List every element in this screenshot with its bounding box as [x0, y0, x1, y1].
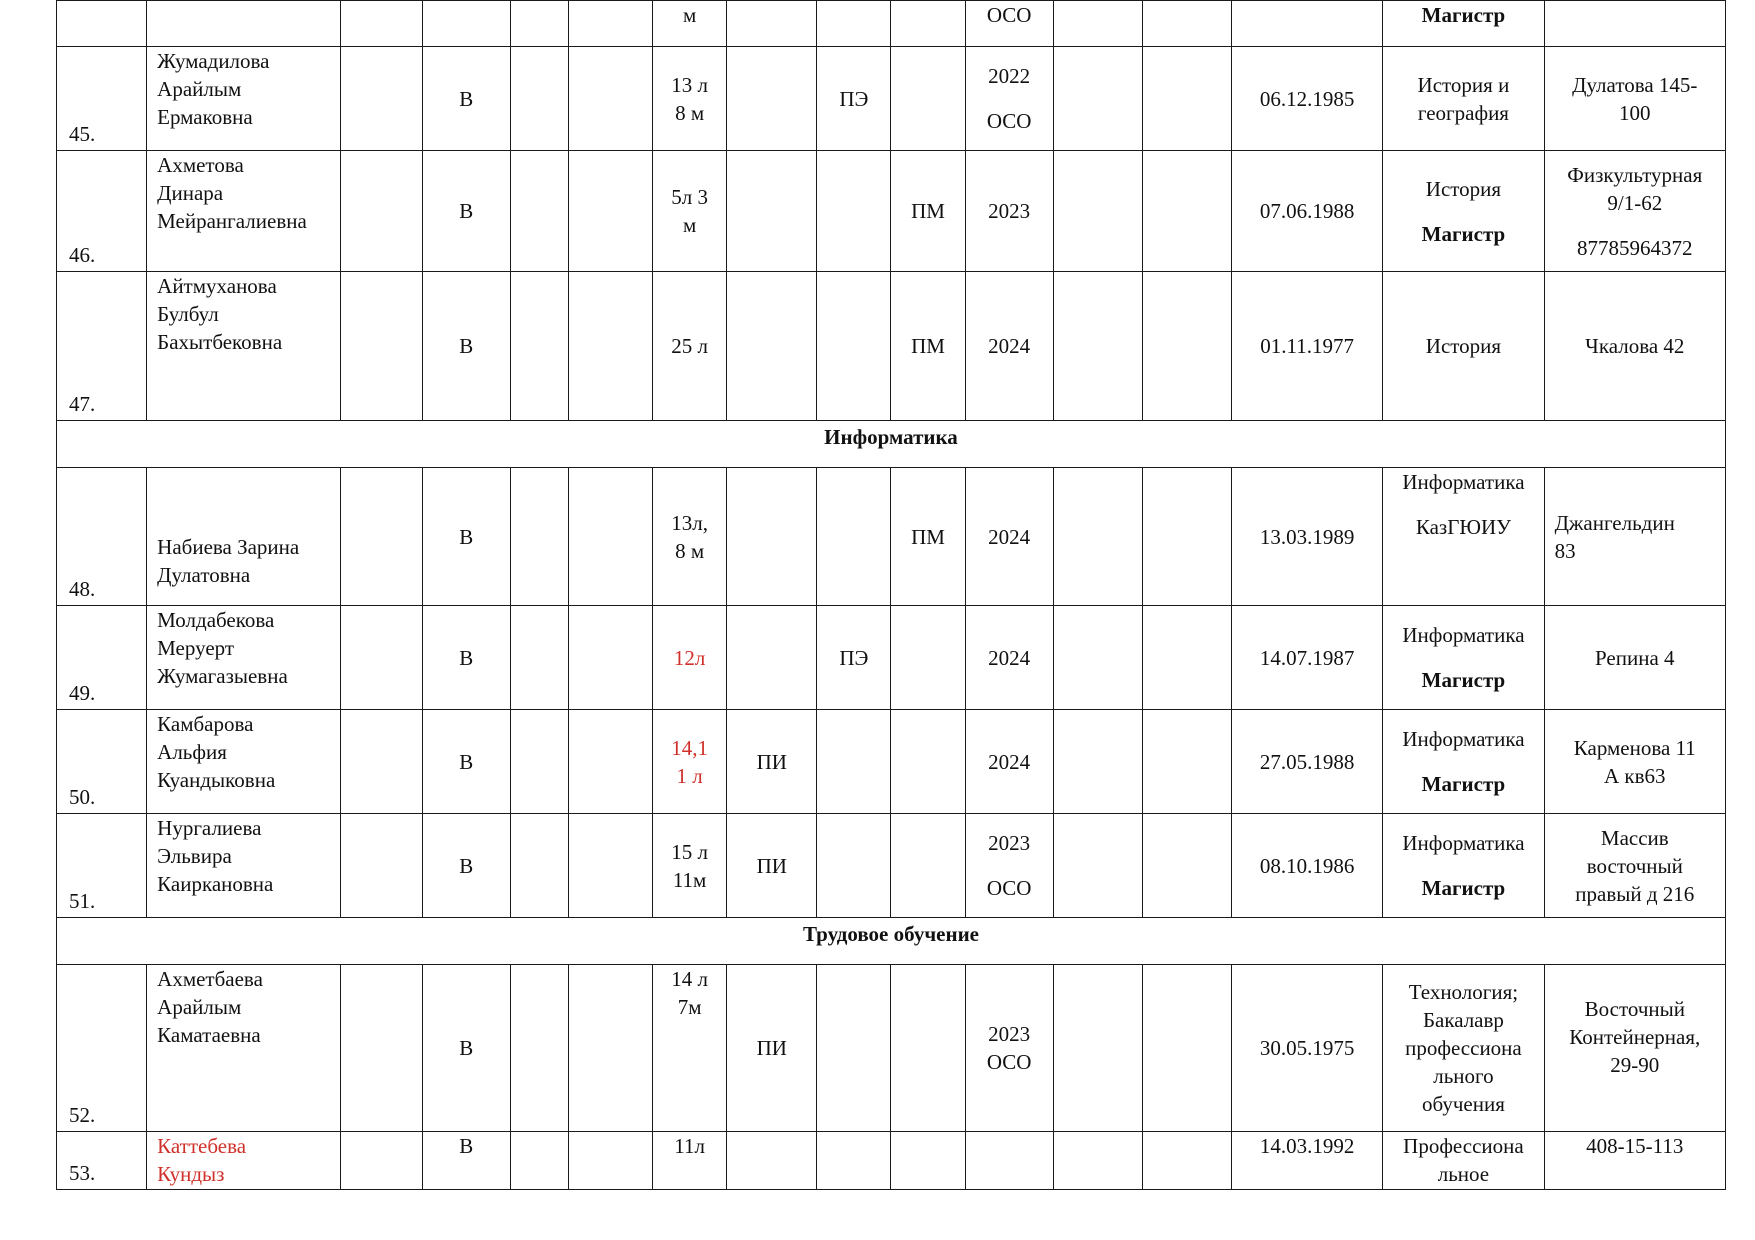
table-row-partial	[57, 1, 1726, 47]
year-cell: 2024	[965, 272, 1053, 421]
experience-cell: 12л	[653, 606, 727, 710]
address-cell: Карменова 11 А кв63	[1544, 710, 1725, 814]
specialty-cell: Профессиона льное	[1383, 1132, 1544, 1190]
experience-cell: 14,1 1 л	[653, 710, 727, 814]
experience-cell: 14 л 7м	[653, 965, 727, 1132]
section-title-labor: Трудовое обучение	[57, 918, 1726, 965]
teacher-name: Набиева Зарина Дулатовна	[147, 468, 340, 606]
teacher-name: Нургалиева Эльвира Каиркановна	[147, 814, 340, 918]
table-row	[57, 965, 1726, 1132]
table-row	[57, 151, 1726, 272]
section-title-informatics: Информатика	[57, 421, 1726, 468]
specialty-cell: Информатика Магистр	[1383, 606, 1544, 710]
teacher-name: Жумадилова Арайлым Ермаковна	[147, 47, 340, 151]
attestation-pm: ПМ	[891, 468, 965, 606]
birth-date: 13.03.1989	[1232, 468, 1383, 606]
education-category: В	[422, 151, 510, 272]
experience-cell: м	[653, 1, 727, 47]
address-cell: Репина 4	[1544, 606, 1725, 710]
experience-cell: 5л 3 м	[653, 151, 727, 272]
row-number: 50.	[57, 710, 147, 814]
attestation-pm: ПМ	[891, 151, 965, 272]
table-row	[57, 47, 1726, 151]
teacher-name: Каттебева Кундыз	[147, 1132, 340, 1190]
birth-date: 06.12.1985	[1232, 47, 1383, 151]
address-cell: 408-15-113	[1544, 1132, 1725, 1190]
specialty-cell: История Магистр	[1383, 151, 1544, 272]
table-row	[57, 1132, 1726, 1190]
table-row	[57, 606, 1726, 710]
table-row	[57, 710, 1726, 814]
specialty-cell: Технология; Бакалавр профессиона льного обучения	[1383, 965, 1544, 1132]
year-cell: 2023 ОСО	[965, 814, 1053, 918]
table-row	[57, 272, 1726, 421]
table-row	[57, 814, 1726, 918]
attestation-pi: ПИ	[727, 710, 817, 814]
year-cell: ОСО	[965, 1, 1053, 47]
section-header-row	[57, 421, 1726, 468]
birth-date: 08.10.1986	[1232, 814, 1383, 918]
year-cell: 2024	[965, 710, 1053, 814]
attestation-pe: ПЭ	[817, 606, 891, 710]
education-category: В	[422, 1132, 510, 1190]
address-cell: Джангельдин 83	[1544, 468, 1725, 606]
address-cell: Дулатова 145- 100	[1544, 47, 1725, 151]
row-number: 53.	[57, 1132, 147, 1190]
specialty-cell: История и география	[1383, 47, 1544, 151]
row-number: 45.	[57, 47, 147, 151]
attestation-pe: ПЭ	[817, 47, 891, 151]
specialty-cell: История	[1383, 272, 1544, 421]
attestation-pi: ПИ	[727, 814, 817, 918]
education-category: В	[422, 47, 510, 151]
teacher-name: Камбарова Альфия Куандыковна	[147, 710, 340, 814]
teacher-name: Ахметбаева Арайлым Каматаевна	[147, 965, 340, 1132]
address-cell: Физкультурная 9/1-62 87785964372	[1544, 151, 1725, 272]
birth-date: 14.03.1992	[1232, 1132, 1383, 1190]
row-number: 48.	[57, 468, 147, 606]
address-cell: Чкалова 42	[1544, 272, 1725, 421]
staff-table	[56, 0, 1726, 1190]
experience-cell: 25 л	[653, 272, 727, 421]
birth-date: 30.05.1975	[1232, 965, 1383, 1132]
year-cell: 2024	[965, 468, 1053, 606]
attestation-pi: ПИ	[727, 965, 817, 1132]
row-number: 52.	[57, 965, 147, 1132]
education-category: В	[422, 814, 510, 918]
birth-date: 27.05.1988	[1232, 710, 1383, 814]
teacher-name: Ахметова Динара Мейрангалиевна	[147, 151, 340, 272]
specialty-cell: Магистр	[1383, 1, 1544, 47]
row-number: 51.	[57, 814, 147, 918]
experience-cell: 13 л 8 м	[653, 47, 727, 151]
birth-date: 14.07.1987	[1232, 606, 1383, 710]
teacher-name: Молдабекова Меруерт Жумагазыевна	[147, 606, 340, 710]
row-number: 47.	[57, 272, 147, 421]
education-category: В	[422, 272, 510, 421]
specialty-cell: Информатика Магистр	[1383, 814, 1544, 918]
experience-cell: 13л, 8 м	[653, 468, 727, 606]
year-cell: 2023 ОСО	[965, 965, 1053, 1132]
education-category: В	[422, 965, 510, 1132]
birth-date: 07.06.1988	[1232, 151, 1383, 272]
education-category: В	[422, 468, 510, 606]
year-cell: 2024	[965, 606, 1053, 710]
row-number: 46.	[57, 151, 147, 272]
birth-date: 01.11.1977	[1232, 272, 1383, 421]
experience-cell: 15 л 11м	[653, 814, 727, 918]
address-cell: Массив восточный правый д 216	[1544, 814, 1725, 918]
specialty-cell: Информатика КазГЮИУ	[1383, 468, 1544, 606]
education-category: В	[422, 606, 510, 710]
table-row	[57, 468, 1726, 606]
address-cell: Восточный Контейнерная, 29-90	[1544, 965, 1725, 1132]
education-category: В	[422, 710, 510, 814]
section-header-row	[57, 918, 1726, 965]
teacher-name: Айтмуханова Булбул Бахытбековна	[147, 272, 340, 421]
year-cell: 2022 ОСО	[965, 47, 1053, 151]
staff-table-wrapper	[56, 0, 1726, 1190]
experience-cell: 11л	[653, 1132, 727, 1190]
specialty-cell: Информатика Магистр	[1383, 710, 1544, 814]
attestation-pm: ПМ	[891, 272, 965, 421]
year-cell: 2023	[965, 151, 1053, 272]
row-number: 49.	[57, 606, 147, 710]
